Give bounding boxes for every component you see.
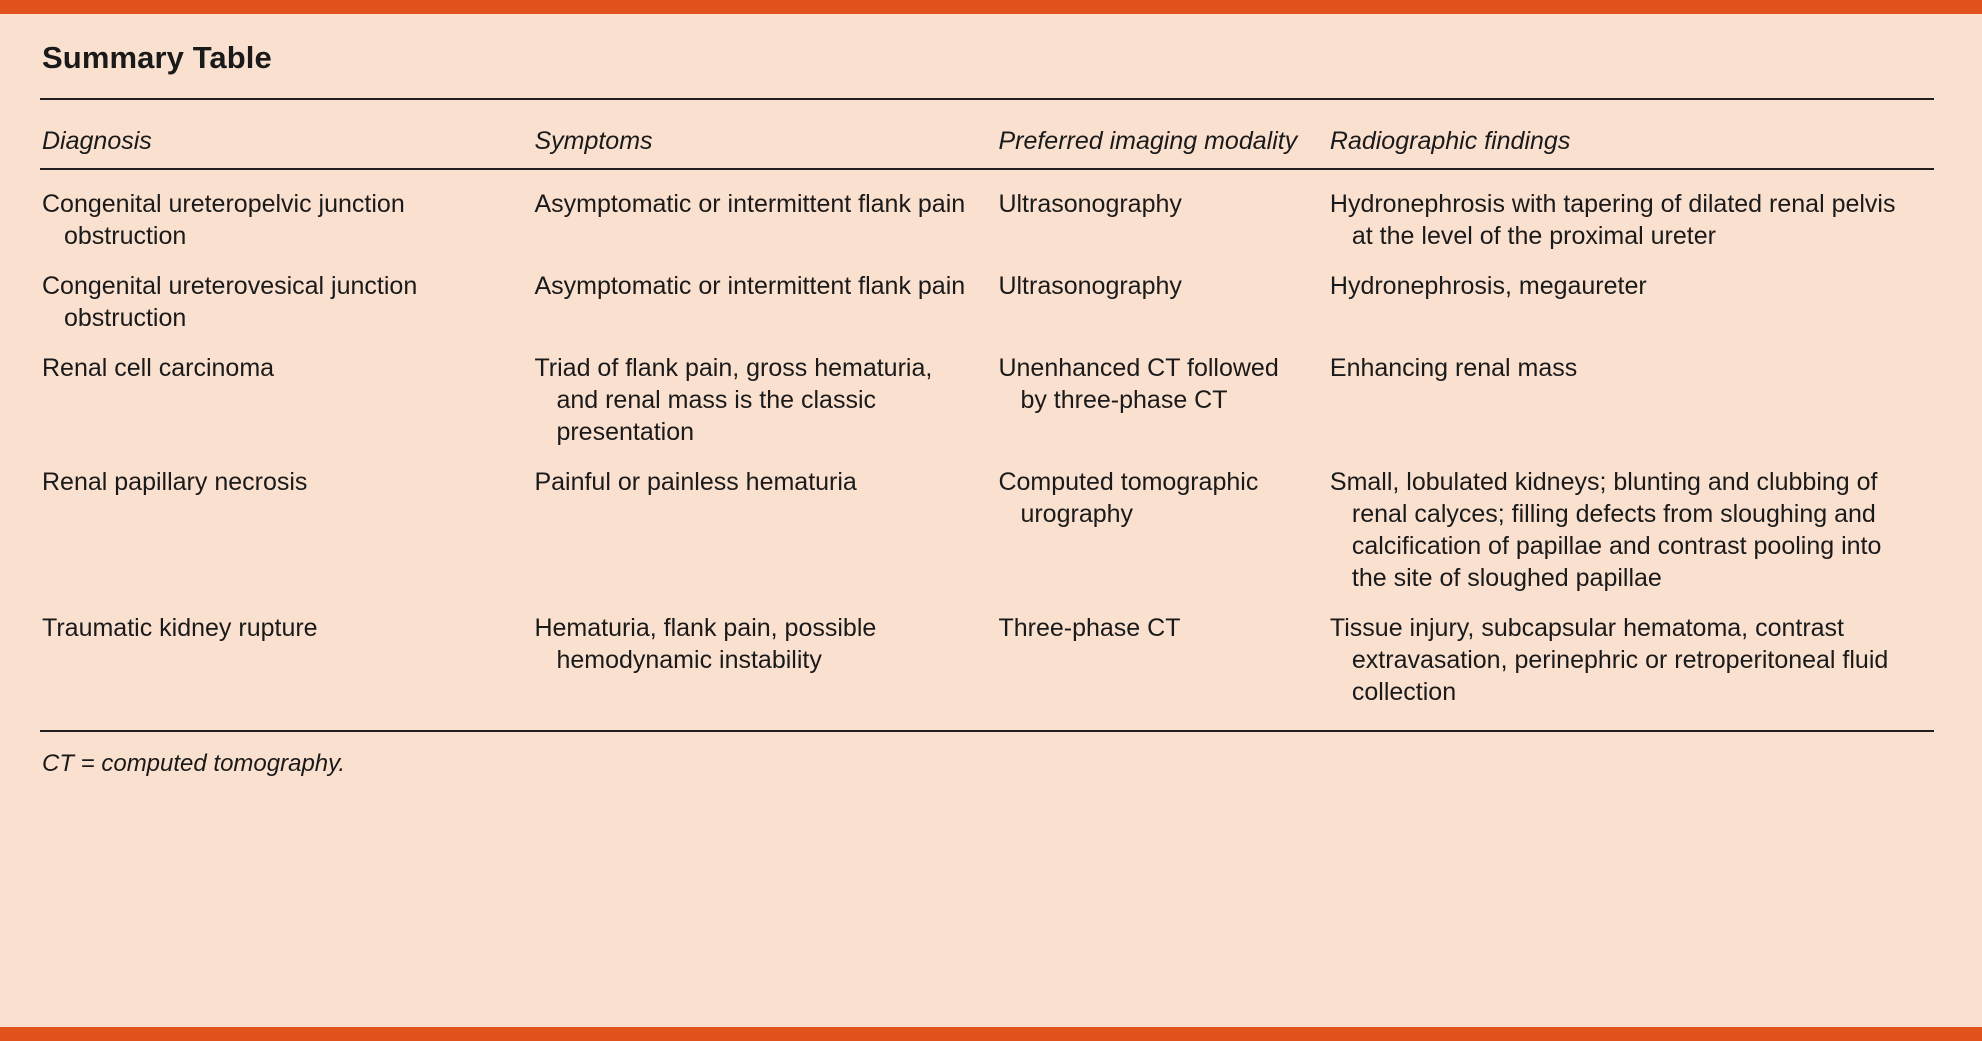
cell-modality: Computed tomographic urography: [998, 467, 1259, 528]
cell-symptoms: Triad of flank pain, gross hematuria, and renal mass is the classic presentation: [534, 353, 933, 446]
cell-diagnosis: Congenital ureteropelvic junction obstruction: [42, 189, 405, 250]
table-row: [40, 257, 1934, 339]
cell-symptoms: Asymptomatic or intermittent flank pain: [534, 189, 966, 218]
cell-findings: Hydronephrosis with tapering of dilated renal pelvis at the level of the proximal ureter: [1329, 189, 1896, 250]
cell-modality: Ultrasonography: [998, 189, 1182, 218]
cell-findings: Small, lobulated kidneys; blunting and clubbing of renal calyces; filling defects from sloughing and calcification of papillae and contrast pooling into the site of sloughed papillae: [1329, 467, 1882, 592]
column-header-diagnosis: Diagnosis: [40, 100, 532, 169]
cell-modality: Unenhanced CT followed by three-phase CT: [998, 353, 1279, 414]
summary-table: [40, 100, 1934, 730]
page-title: Summary Table: [42, 40, 272, 75]
cell-symptoms: Painful or painless hematuria: [534, 467, 857, 496]
cell-findings: Enhancing renal mass: [1329, 353, 1578, 382]
column-header-modality: Preferred imaging modality: [996, 100, 1327, 169]
top-accent-bar: [0, 0, 1982, 14]
table-row: [40, 599, 1934, 730]
cell-findings: Tissue injury, subcapsular hematoma, contrast extravasation, perinephric or retroperitoneal fluid collection: [1329, 613, 1889, 706]
cell-diagnosis: Renal papillary necrosis: [42, 467, 308, 496]
cell-diagnosis: Renal cell carcinoma: [42, 353, 275, 382]
cell-findings: Hydronephrosis, megaureter: [1329, 271, 1647, 300]
cell-symptoms: Hematuria, flank pain, possible hemodynamic instability: [534, 613, 877, 674]
bottom-accent-bar: [0, 1027, 1982, 1041]
table-header-row: [40, 100, 1934, 169]
column-header-findings: Radiographic findings: [1328, 100, 1934, 169]
table-footnote: CT = computed tomography.: [42, 749, 346, 777]
table-body: [40, 169, 1934, 730]
table-header: [40, 100, 1934, 169]
column-header-symptoms: Symptoms: [532, 100, 996, 169]
table-row: [40, 169, 1934, 257]
table-content: [0, 14, 1982, 1027]
cell-modality: Ultrasonography: [998, 271, 1182, 300]
cell-symptoms: Asymptomatic or intermittent flank pain: [534, 271, 966, 300]
cell-diagnosis: Traumatic kidney rupture: [42, 613, 318, 642]
table-row: [40, 339, 1934, 453]
cell-modality: Three-phase CT: [998, 613, 1181, 642]
table-row: [40, 453, 1934, 599]
cell-diagnosis: Congenital ureterovesical junction obstruction: [42, 271, 418, 332]
